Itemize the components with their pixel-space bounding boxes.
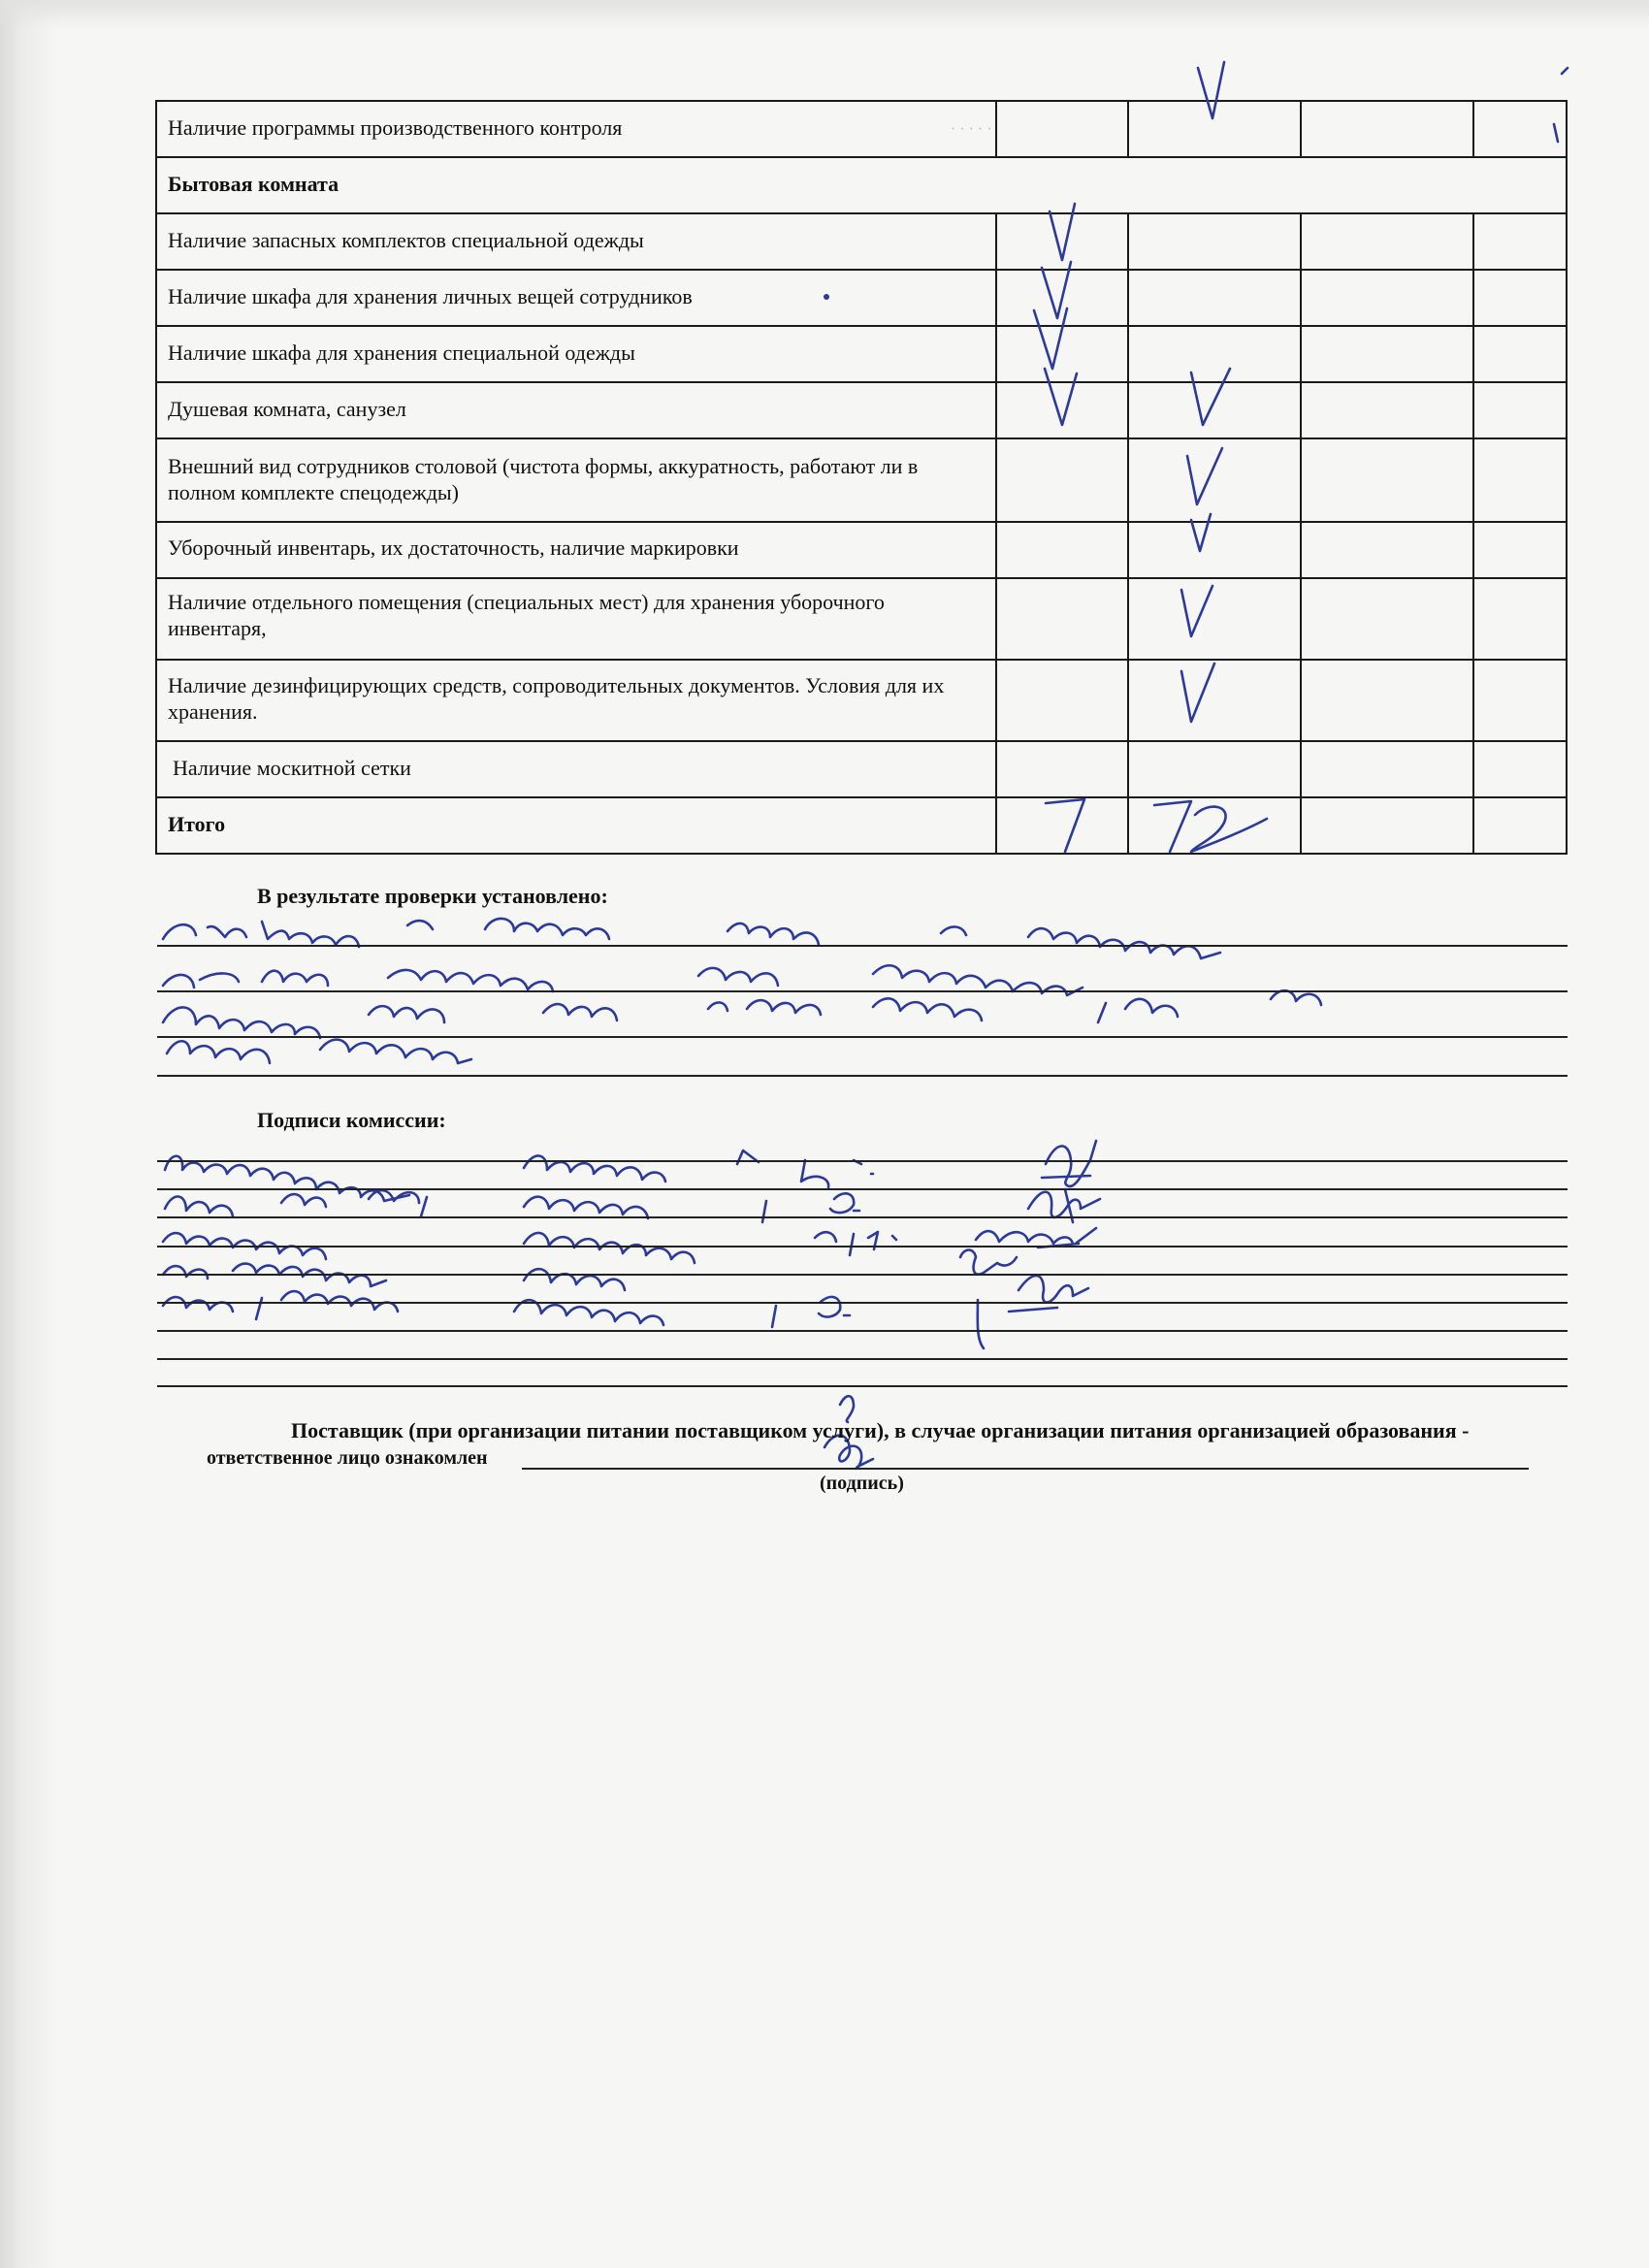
row-label: Наличие запасных комплектов специальной одежды xyxy=(168,228,644,252)
total-handwritten-72 xyxy=(1154,801,1267,852)
signature-line xyxy=(157,1216,1568,1218)
writing-line xyxy=(157,990,1568,992)
row-label: Душевая комната, санузел xyxy=(168,397,406,421)
signature-line xyxy=(157,1188,1568,1190)
commission-signature xyxy=(1042,1141,1096,1186)
writing-line xyxy=(157,945,1568,947)
row-label: Внешний вид сотрудников столовой (чистота формы, аккуратность, работают ли в полном комплекте спецодежды) xyxy=(168,454,919,504)
section-title: Бытовая комната xyxy=(168,172,340,196)
signature-line xyxy=(157,1274,1568,1276)
checkmark-icon xyxy=(1050,204,1075,260)
checkmark-icon xyxy=(1187,448,1222,504)
supplier-text: Поставщик (при организации питании поставщиком услуги), в случае организации питания организацией образования - xyxy=(291,1418,1470,1442)
row-label: Наличие москитной сетки xyxy=(173,756,411,780)
row-label: Наличие дезинфицирующих средств, сопроводительных документов. Условия для их хранения. xyxy=(168,673,945,724)
row-label: Наличие шкафа для хранения личных вещей сотрудников xyxy=(168,284,693,308)
signature-name-handwriting xyxy=(524,1150,873,1187)
total-label: Итого xyxy=(168,812,226,836)
checkmark-icon xyxy=(1181,664,1214,722)
signature-line xyxy=(157,1302,1568,1304)
checkmark-icon xyxy=(1191,369,1230,425)
writing-line xyxy=(157,1036,1568,1038)
checkmark-icon xyxy=(1181,586,1212,636)
row-label: Уборочный инвентарь, их достаточность, наличие маркировки xyxy=(168,535,739,560)
checkmark-icon xyxy=(1034,308,1067,369)
signature-caption: (подпись) xyxy=(820,1473,904,1494)
signature-line xyxy=(157,1246,1568,1247)
row-label: Наличие отдельного помещения (специальных мест) для хранения уборочного инвентаря, xyxy=(168,590,885,640)
signature-line xyxy=(157,1358,1568,1360)
signature-line xyxy=(157,1160,1568,1162)
checkmark-icon xyxy=(1045,369,1077,425)
bleed-through: · · · · · xyxy=(951,121,992,138)
total-handwritten-7 xyxy=(1046,799,1084,852)
result-heading: В результате проверки установлено: xyxy=(257,884,608,908)
signatures-heading: Подписи комиссии: xyxy=(257,1108,446,1132)
signature-line xyxy=(157,1330,1568,1332)
result-handwriting xyxy=(163,919,1220,958)
row-label: Наличие программы производственного контроля xyxy=(168,115,623,140)
row-label: Наличие шкафа для хранения специальной одежды xyxy=(168,340,635,365)
writing-line xyxy=(157,1075,1568,1077)
checkmark-icon xyxy=(1198,62,1224,118)
acknowledged-label: ответственное лицо ознакомлен xyxy=(207,1447,488,1469)
checkmark-icon xyxy=(1191,514,1211,551)
supplier-signature-line xyxy=(522,1468,1529,1470)
signature-line xyxy=(157,1385,1568,1387)
